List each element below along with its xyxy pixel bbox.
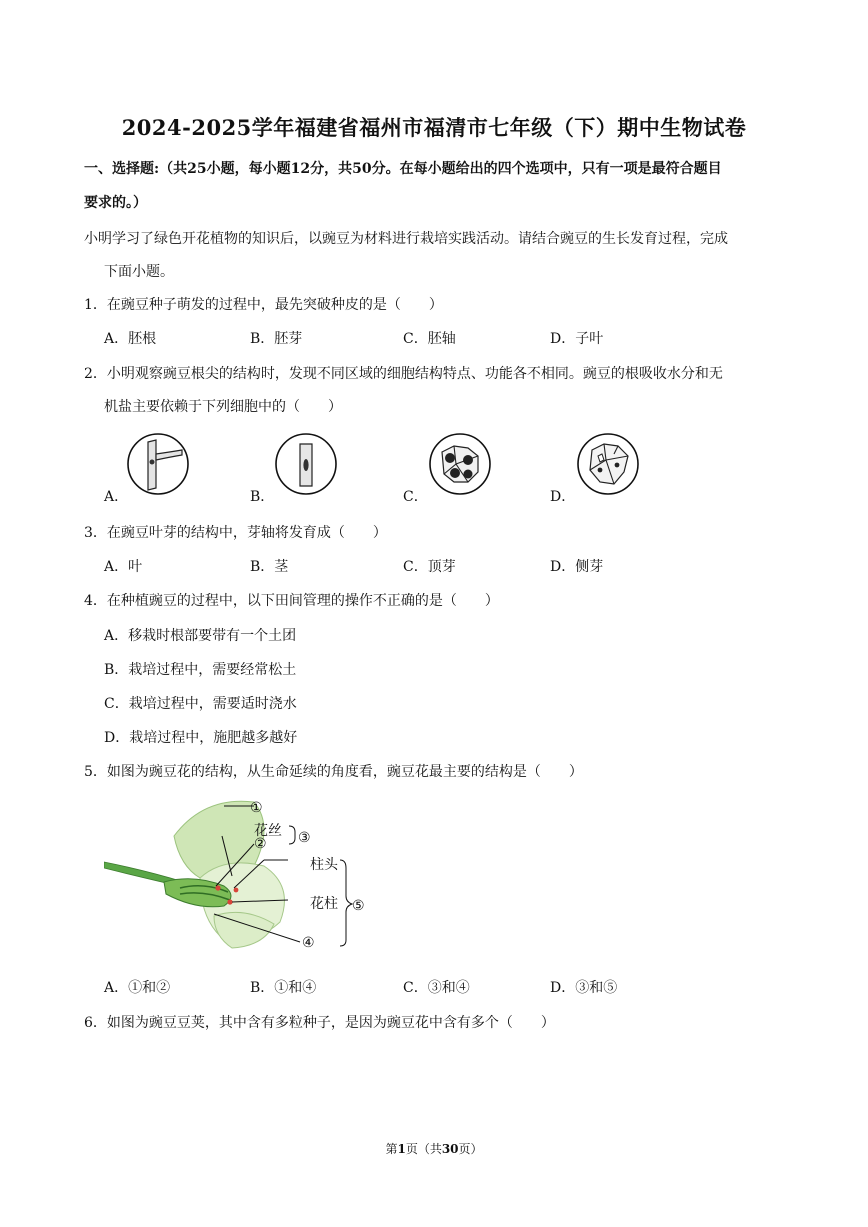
label-style: 花柱 <box>310 896 338 912</box>
q4-option-c: C．栽培过程中，需要适时浇水 <box>104 696 297 712</box>
footer-page-number: 1 <box>397 1142 406 1156</box>
pea-flower-diagram <box>104 796 364 954</box>
q4-option-d: D．栽培过程中，施肥越多越好 <box>104 730 298 746</box>
page-title: 2024-2025学年福建省福州市福清市七年级（下）期中生物试卷 <box>121 115 747 140</box>
label-stigma: 柱头 <box>310 857 338 873</box>
q3-option-d: D．侧芽 <box>550 559 604 575</box>
q2-option-a: A． <box>104 489 129 505</box>
question-6-stem: 6．如图为豌豆豆荚，其中含有多粒种子，是因为豌豆花中含有多个（ ） <box>84 1015 555 1031</box>
question-2-stem-line2: 机盐主要依赖于下列细胞中的（ ） <box>104 399 342 415</box>
intro-line1: 小明学习了绿色开花植物的知识后，以豌豆为材料进行栽培实践活动。请结合豌豆的生长发育过程，完成 <box>84 231 728 247</box>
q1-option-c: C．胚轴 <box>403 331 456 347</box>
footer-suffix: 页） <box>458 1142 483 1156</box>
q2-option-d: D． <box>550 489 576 505</box>
q2-option-b: B． <box>250 489 275 505</box>
q1-option-a: A．胚根 <box>104 331 157 347</box>
label-filament: 花丝 <box>254 823 282 839</box>
question-2-stem-line1: 2．小明观察豌豆根尖的结构时，发现不同区域的细胞结构特点、功能各不相同。豌豆的根吸收水分和无 <box>84 366 723 382</box>
q5-option-c: C．③和④ <box>403 980 470 996</box>
elongation-cell-image <box>274 432 338 496</box>
q5-option-d: D．③和⑤ <box>550 980 618 996</box>
footer-prefix: 第 <box>385 1142 398 1156</box>
root-hair-cell-image <box>126 432 190 496</box>
q2-option-c: C． <box>403 489 428 505</box>
intro-line2: 下面小题。 <box>104 264 174 280</box>
root-cap-cells-image <box>576 432 640 496</box>
meristem-cells-image <box>428 432 492 496</box>
section-heading-line1: 一、选择题:（共25小题，每小题12分，共50分。在每小题给出的四个选项中，只有一项是最符合题目 <box>84 161 722 177</box>
section-heading-line2: 要求的。） <box>84 195 147 211</box>
q5-option-a: A．①和② <box>104 980 171 996</box>
question-4-stem: 4．在种植豌豆的过程中，以下田间管理的操作不正确的是（ ） <box>84 593 499 609</box>
label-4: ④ <box>302 935 315 951</box>
label-5: ⑤ <box>352 898 365 914</box>
question-1-stem: 1．在豌豆种子萌发的过程中，最先突破种皮的是（ ） <box>84 297 443 313</box>
question-5-stem: 5．如图为豌豆花的结构，从生命延续的角度看，豌豆花最主要的结构是（ ） <box>84 764 583 780</box>
page-footer <box>0 1140 868 1157</box>
q3-option-c: C．顶芽 <box>403 559 456 575</box>
label-2: ② <box>254 836 267 852</box>
q4-option-b: B．栽培过程中，需要经常松土 <box>104 662 297 678</box>
q5-option-b: B．①和④ <box>250 980 317 996</box>
q4-option-a: A．移栽时根部要带有一个土团 <box>104 628 297 644</box>
q3-option-a: A．叶 <box>104 559 143 575</box>
label-1: ① <box>250 800 263 816</box>
q3-option-b: B．茎 <box>250 559 289 575</box>
q1-option-b: B．胚芽 <box>250 331 303 347</box>
question-3-stem: 3．在豌豆叶芽的结构中，芽轴将发育成（ ） <box>84 525 387 541</box>
footer-total-pages: 30 <box>441 1142 459 1156</box>
footer-mid: 页（共 <box>405 1142 442 1156</box>
label-3: ③ <box>298 830 311 846</box>
q1-option-d: D．子叶 <box>550 331 604 347</box>
